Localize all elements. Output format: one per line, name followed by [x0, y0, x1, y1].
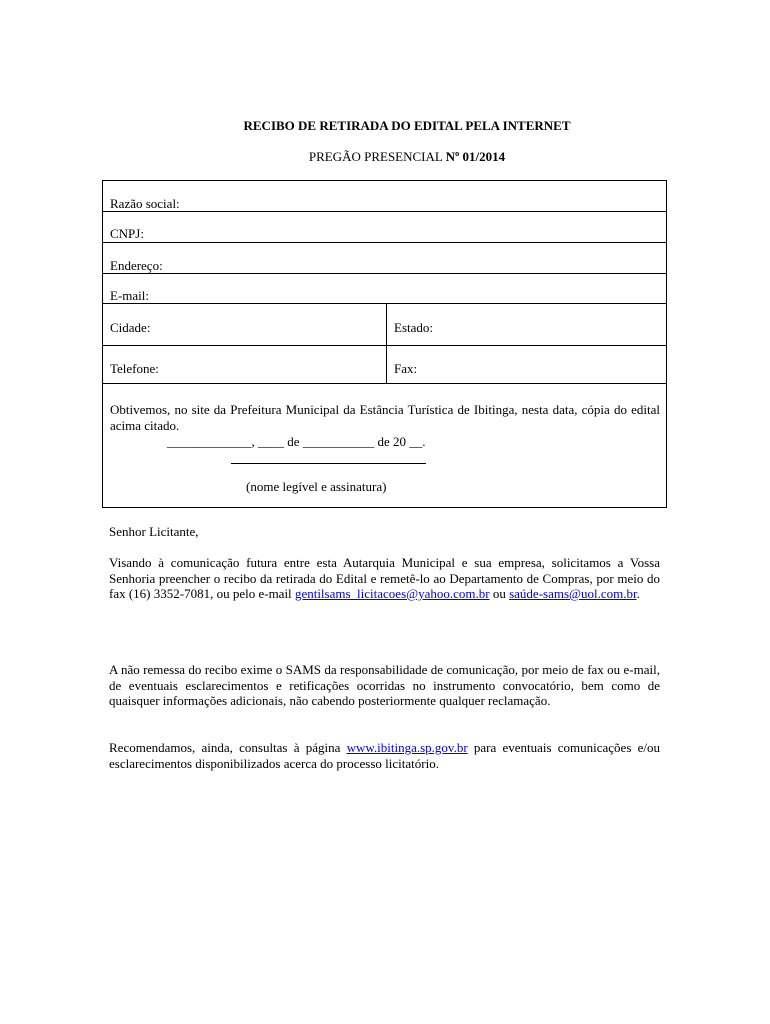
document-title: RECIBO DE RETIRADA DO EDITAL PELA INTERNET	[243, 118, 571, 133]
email-link-yahoo[interactable]: gentilsams_licitacoes@yahoo.com.br	[294, 586, 490, 601]
paragraph-3-end: para eventuais comunicações e/ou esclarecimentos disponibilizados acerca do processo licitatório.	[109, 740, 660, 771]
paragraph-1-or: ou	[492, 586, 510, 601]
form-row-endereco	[103, 243, 666, 274]
form-row-razao-social	[103, 181, 666, 212]
subtitle-number: Nº 01/2014	[445, 149, 506, 164]
fax-label: Fax:	[394, 361, 418, 376]
email-label: E-mail:	[110, 288, 149, 303]
form-row-cnpj	[103, 212, 666, 243]
paragraph-3-start: Recomendamos, ainda, consultas à página	[109, 740, 347, 755]
estado-label: Estado:	[394, 320, 433, 335]
subtitle-prefix: PREGÃO PRESENCIAL	[308, 149, 446, 164]
form-row-email	[103, 274, 666, 304]
signature-caption: (nome legível e assinatura)	[246, 479, 387, 494]
date-line: _____________, ____ de ___________ de 20 __.	[167, 434, 426, 449]
endereco-label: Endereço:	[110, 258, 163, 273]
paragraph-1-text: Visando à comunicação futura entre esta Autarquia Municipal e sua empresa, solicitamos a Vossa Senhoria preencher o recibo da retirada do Edital e remetê-lo ao Departamento de Compras, por meio do fax (16) 3352-7081, ou pelo e-mail	[109, 555, 660, 601]
form-row-telefone-fax	[103, 346, 666, 384]
website-link[interactable]: www.ibitinga.sp.gov.br	[346, 740, 468, 755]
column-divider	[386, 346, 387, 383]
email-link-uol[interactable]: saúde-sams@uol.com.br	[509, 586, 637, 601]
column-divider	[386, 304, 387, 345]
greeting: Senhor Licitante,	[109, 524, 199, 539]
signature-line	[231, 463, 426, 464]
paragraph-2: A não remessa do recibo exime o SAMS da responsabilidade de comunicação, por meio de fax ou e-mail, de eventuais esclarecimentos e retificações ocorridas no instrumento convocatório, bem como de quaisquer informações adicionais, não cabendo posteriormente qualquer reclamação.	[109, 662, 660, 708]
document-subtitle	[22, 149, 770, 165]
form-row-cidade-estado	[103, 304, 666, 346]
statement-text: Obtivemos, no site da Prefeitura Municipal da Estância Turística de Ibitinga, nesta data, cópia do edital acima citado.	[110, 402, 660, 433]
receipt-form	[102, 180, 667, 508]
razao-social-label: Razão social:	[110, 196, 180, 211]
telefone-label: Telefone:	[110, 361, 159, 376]
paragraph-3	[109, 740, 660, 771]
cidade-label: Cidade:	[110, 320, 151, 335]
paragraph-1	[109, 555, 660, 602]
cnpj-label: CNPJ:	[110, 226, 144, 241]
paragraph-1-end: .	[636, 586, 640, 601]
